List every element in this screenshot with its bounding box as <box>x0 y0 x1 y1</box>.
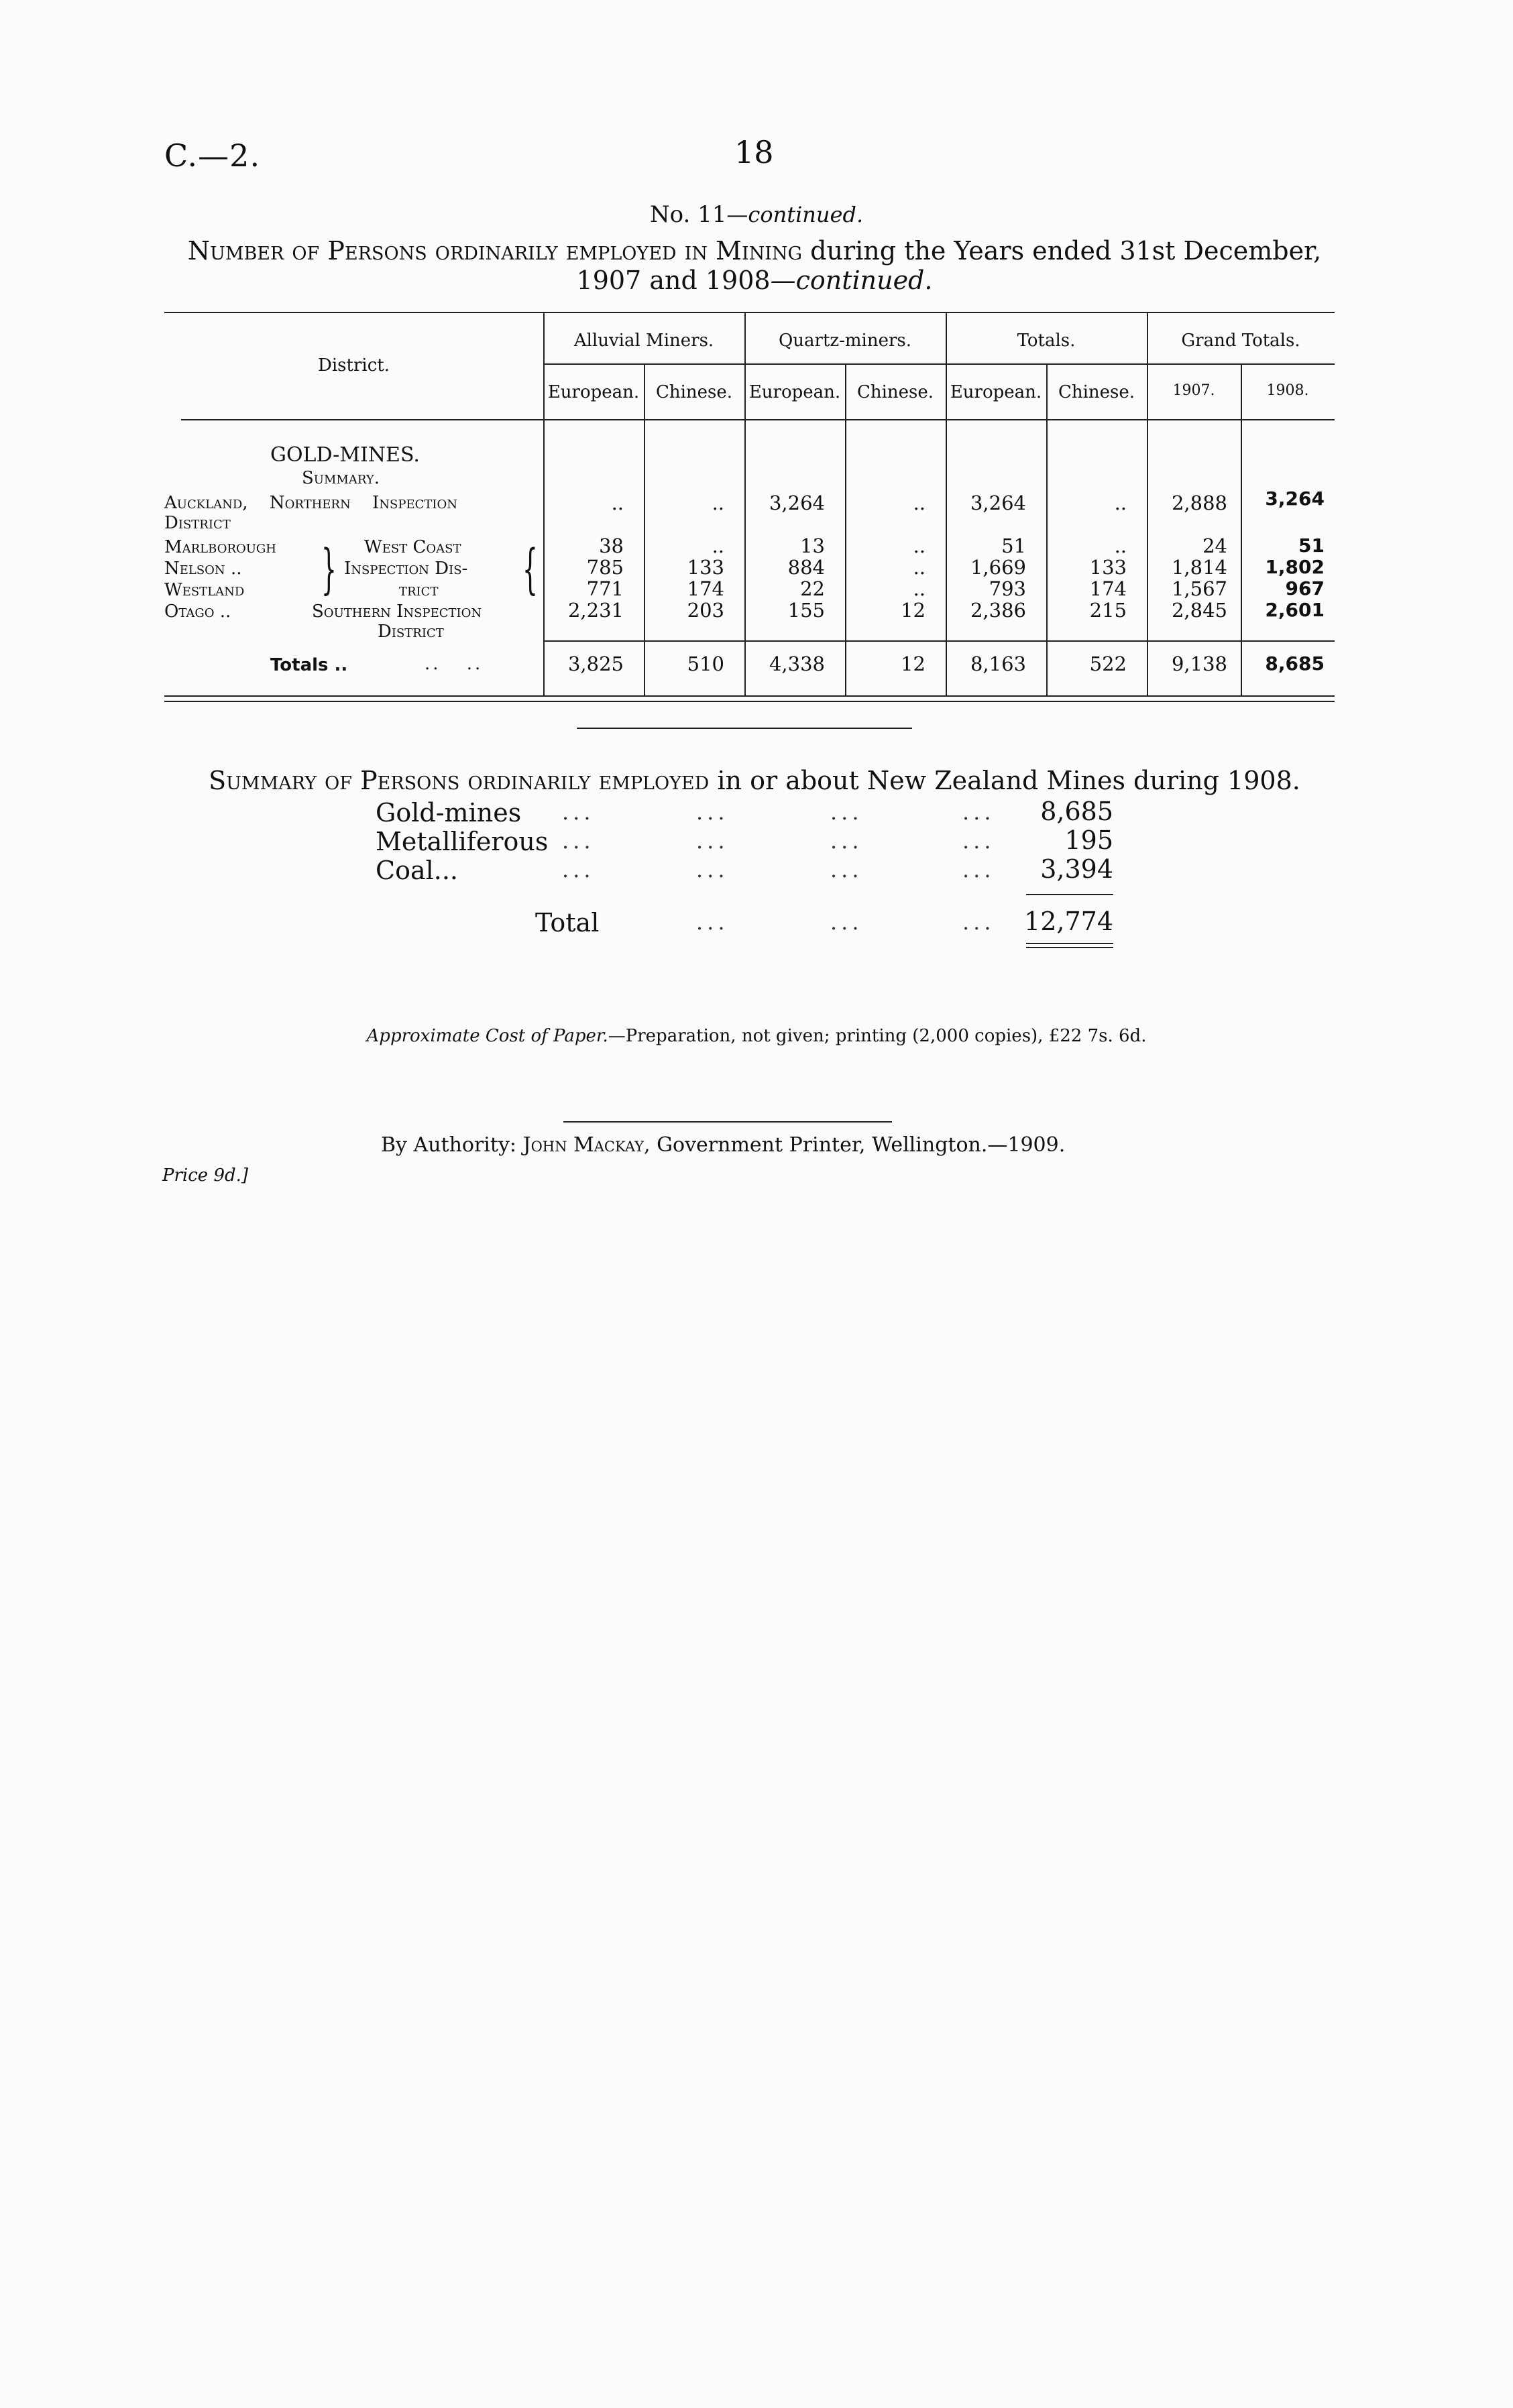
row2-alluvial-ch: 133 <box>687 556 724 579</box>
summary-value-gold: 8,685 <box>1040 797 1113 826</box>
totals-rule <box>545 640 1335 642</box>
row-label-west-coast: West Coast <box>364 537 461 557</box>
row-label-inspection-dis: Inspection Dis- <box>344 559 468 579</box>
summary-leader: ... <box>830 857 863 882</box>
cost-text: —Preparation, not given; printing (2,000 copies), £22 7s. 6d. <box>608 1026 1147 1046</box>
row1-quartz-ch: .. <box>913 534 926 557</box>
table-bottom-rule-2 <box>164 701 1335 702</box>
table-title-suffix: —continued. <box>770 266 933 295</box>
row3-alluvial-eu: 771 <box>586 577 624 600</box>
row4-totals-ch: 215 <box>1089 599 1127 622</box>
summary-total-rule-1 <box>1026 943 1113 944</box>
cost-note <box>0 1026 1513 1046</box>
header-alluvial-european: European. <box>547 382 640 402</box>
row0-alluvial-eu: .. <box>611 492 624 514</box>
row4-alluvial-ch: 203 <box>687 599 724 622</box>
authority-suffix: , Government Printer, Wellington.—1909. <box>644 1133 1066 1157</box>
summary-value-coal: 3,394 <box>1040 854 1113 884</box>
header-grand-totals: Grand Totals. <box>1181 331 1300 351</box>
section-subtitle: Summary. <box>302 468 380 488</box>
row2-grand-1907: 1,814 <box>1171 556 1227 579</box>
row0-grand-1908: 3,264 <box>1265 488 1325 510</box>
table-title-prefix: Number of Persons ordinarily employed in Mining <box>187 236 803 266</box>
row3-quartz-ch: .. <box>913 577 926 600</box>
authority-name: John Mackay <box>522 1133 644 1157</box>
row0-quartz-ch: .. <box>913 492 926 514</box>
authority-rule <box>563 1121 892 1123</box>
summary-label-gold: Gold-mines <box>376 798 522 827</box>
table-number-suffix: —continued. <box>726 202 864 227</box>
header-totals-chinese: Chinese. <box>1058 382 1135 402</box>
row3-grand-1908: 967 <box>1285 577 1325 599</box>
row0-quartz-eu: 3,264 <box>769 492 825 514</box>
row2-alluvial-eu: 785 <box>586 556 624 579</box>
totals-alluvial-ch: 510 <box>687 652 724 675</box>
row1-grand-1907: 24 <box>1202 534 1227 557</box>
row1-grand-1908: 51 <box>1298 534 1325 557</box>
section-separator <box>577 728 912 729</box>
header-bottom-rule <box>181 419 1335 420</box>
row0-totals-eu: 3,264 <box>970 492 1026 514</box>
row1-totals-eu: 51 <box>1001 534 1026 557</box>
row-label-marlborough: Marlborough <box>164 537 277 557</box>
price: Price 9d.] <box>162 1165 249 1186</box>
vrule-quartz-mid <box>845 365 846 695</box>
summary-total-value: 12,774 <box>1024 907 1113 936</box>
section-title: GOLD-MINES. <box>270 443 420 467</box>
row2-quartz-eu: 884 <box>787 556 825 579</box>
row4-quartz-eu: 155 <box>787 599 825 622</box>
authority-prefix: By Authority: <box>381 1133 517 1157</box>
row3-totals-eu: 793 <box>989 577 1026 600</box>
row2-grand-1908: 1,802 <box>1265 556 1325 578</box>
summary-leader: ... <box>562 857 595 882</box>
totals-quartz-ch: 12 <box>901 652 926 675</box>
summary-leader: ... <box>696 799 729 825</box>
table-bottom-rule <box>164 695 1335 697</box>
row-label-westland: Westland <box>164 580 245 600</box>
summary-leader: ... <box>696 857 729 882</box>
row3-quartz-eu: 22 <box>800 577 825 600</box>
summary-label-coal: Coal... <box>376 856 458 885</box>
row-label-auckland: Auckland, Northern Inspection <box>164 493 457 513</box>
summary-leader: ... <box>696 828 729 854</box>
row1-alluvial-eu: 38 <box>599 534 624 557</box>
brace-left: } <box>321 538 337 600</box>
row2-quartz-ch: .. <box>913 556 926 579</box>
summary-leader: ... <box>696 909 729 935</box>
header-totals: Totals. <box>1017 331 1076 351</box>
row3-grand-1907: 1,567 <box>1171 577 1227 600</box>
row1-alluvial-ch: .. <box>712 534 724 557</box>
summary-title <box>164 766 1345 795</box>
row-label-otago-district: District <box>378 622 444 642</box>
table-number <box>0 201 1513 228</box>
header-district: District. <box>318 355 390 376</box>
row4-totals-eu: 2,386 <box>970 599 1026 622</box>
row-label-trict: trict <box>399 580 439 600</box>
summary-leader: ... <box>830 909 863 935</box>
summary-leader: ... <box>962 909 995 935</box>
summary-leader: ... <box>830 799 863 825</box>
page-number: 18 <box>734 134 774 170</box>
header-quartz-european: European. <box>748 382 841 402</box>
row-label-southern-inspection: Southern Inspection <box>312 601 482 622</box>
summary-total-rule-2 <box>1026 947 1113 948</box>
totals-grand-1908: 8,685 <box>1265 652 1325 675</box>
row4-grand-1907: 2,845 <box>1171 599 1227 622</box>
header-grand-1908: 1908. <box>1266 382 1309 399</box>
row1-totals-ch: .. <box>1114 534 1127 557</box>
totals-totals-ch: 522 <box>1089 652 1127 675</box>
summary-leader: ... <box>562 828 595 854</box>
header-group-rule <box>545 363 1335 365</box>
totals-label: Totals .. <box>270 655 348 675</box>
summary-title-suffix: in or about New Zealand Mines during 1908. <box>709 766 1300 795</box>
cost-label: Approximate Cost of Paper. <box>366 1026 608 1046</box>
header-totals-european: European. <box>950 382 1042 402</box>
table-top-rule <box>164 312 1335 313</box>
summary-value-metalliferous: 195 <box>1064 825 1113 855</box>
totals-grand-1907: 9,138 <box>1171 652 1227 675</box>
header-alluvial-chinese: Chinese. <box>655 382 733 402</box>
summary-title-prefix: Summary of Persons ordinarily employed <box>209 766 710 795</box>
row3-alluvial-ch: 174 <box>687 577 724 600</box>
summary-subtotal-rule <box>1026 894 1113 895</box>
row4-quartz-ch: 12 <box>901 599 926 622</box>
totals-dots: .. .. <box>425 654 484 674</box>
header-grand-1907: 1907. <box>1172 382 1215 399</box>
row0-grand-1907: 2,888 <box>1171 492 1227 514</box>
summary-label-metalliferous: Metalliferous <box>376 827 549 856</box>
row0-alluvial-ch: .. <box>712 492 724 514</box>
totals-totals-eu: 8,163 <box>970 652 1026 675</box>
table-title-middle: during the Years ended 31st December, 1907 and 1908 <box>576 236 1322 295</box>
row0-totals-ch: .. <box>1114 492 1127 514</box>
header-quartz: Quartz-miners. <box>778 331 912 351</box>
row2-totals-eu: 1,669 <box>970 556 1026 579</box>
authority-line <box>381 1133 1065 1157</box>
table-title <box>164 236 1345 295</box>
row1-quartz-eu: 13 <box>800 534 825 557</box>
table-number-label: No. 11 <box>649 201 727 228</box>
summary-total-label: Total <box>535 908 600 937</box>
row-label-nelson: Nelson .. <box>164 559 242 579</box>
vrule-totals-mid <box>1046 365 1048 695</box>
totals-quartz-eu: 4,338 <box>769 652 825 675</box>
totals-alluvial-eu: 3,825 <box>567 652 624 675</box>
summary-leader: ... <box>962 799 995 825</box>
row3-totals-ch: 174 <box>1089 577 1127 600</box>
summary-leader: ... <box>830 828 863 854</box>
document-code: C.—2. <box>164 137 261 174</box>
vrule-grand-mid <box>1241 365 1242 695</box>
vrule-alluvial-mid <box>644 365 645 695</box>
summary-leader: ... <box>962 828 995 854</box>
row-label-auckland-2: District <box>164 513 231 533</box>
header-alluvial: Alluvial Miners. <box>573 331 714 351</box>
row4-grand-1908: 2,601 <box>1265 599 1325 621</box>
row-label-otago: Otago .. <box>164 601 231 622</box>
summary-leader: ... <box>562 799 595 825</box>
header-quartz-chinese: Chinese. <box>856 382 934 402</box>
persons-employed-table <box>164 312 1335 704</box>
row4-alluvial-eu: 2,231 <box>567 599 624 622</box>
row2-totals-ch: 133 <box>1089 556 1127 579</box>
brace-right: { <box>522 538 538 600</box>
summary-leader: ... <box>962 857 995 882</box>
